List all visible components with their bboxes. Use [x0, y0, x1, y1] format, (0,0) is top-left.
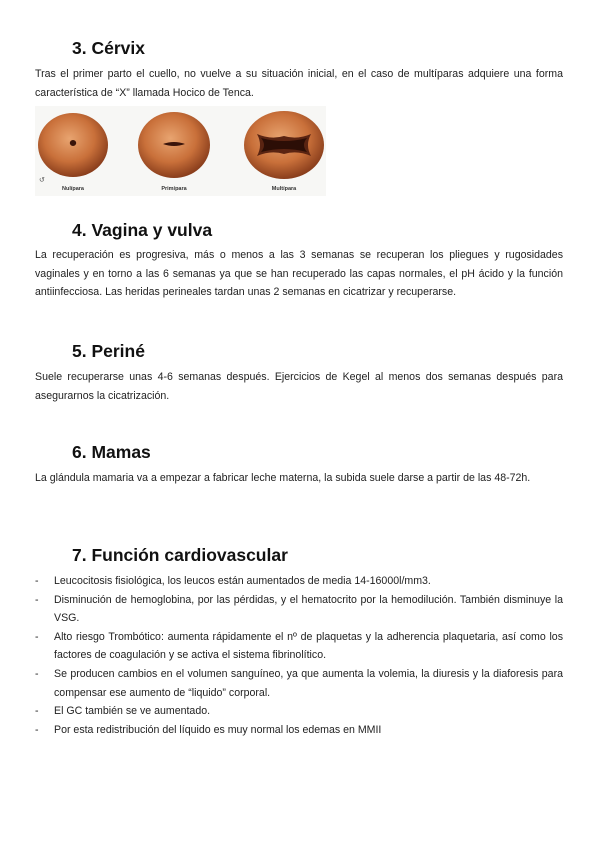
cervix-illustration: [35, 106, 326, 196]
bullet-marker: -: [35, 630, 39, 643]
list-item: - Se producen cambios en el volumen sanguíneo, ya que aumenta la volemia, la diuresis y la diaforesis para compensar ese aumento de “liquido” corporal.: [35, 665, 563, 702]
caption-multipara: Multípara: [271, 186, 297, 192]
heading-cervix: 3. Cérvix: [72, 38, 145, 58]
heading-mamas: 6. Mamas: [72, 442, 151, 462]
paragraph-cervix: Tras el primer parto el cuello, no vuelve a su situación inicial, en el caso de multíparas adquiere una forma característica de “X” llamada Hocico de Tenca.: [35, 68, 563, 99]
paragraph-mamas: La glándula mamaria va a empezar a fabricar leche materna, la subida suele darse a partir de las 48-72h.: [35, 472, 531, 484]
bullet-marker: -: [35, 667, 39, 680]
cervix-figure: [35, 106, 326, 196]
cardiovascular-list: [35, 572, 563, 739]
caption-primipara: Primípara: [161, 186, 187, 192]
heading-perine: 5. Periné: [72, 341, 145, 361]
list-item: - Disminución de hemoglobina, por las pérdidas, y el hematocrito por la hemodilución. También disminuye la VSG.: [35, 591, 563, 628]
heading-funcion-cardiovascular: 7. Función cardiovascular: [72, 545, 288, 565]
paragraph-perine: Suele recuperarse unas 4-6 semanas después. Ejercicios de Kegel al menos dos semanas después para asegurarnos la cicatrización.: [35, 371, 563, 402]
list-item: - Leucocitosis fisiológica, los leucos están aumentados de media 14-16000l/mm3.: [35, 572, 563, 591]
bullet-marker: -: [35, 723, 39, 736]
list-item: - Alto riesgo Trombótico: aumenta rápidamente el nº de plaquetas y la adherencia plaquetaria, así como los factores de coagulación y se activa el sistema fibrinolítico.: [35, 628, 563, 665]
paragraph-vagina-vulva: La recuperación es progresiva, más o menos a las 3 semanas se recuperan los pliegues y rugosidades vaginales y en torno a las 6 semanas ya que se han recuperado las capas normales, el pH ácido y la función antiinfecciosa. Las heridas perineales tardan unas 2 semanas en cicatrizar y recuperarse.: [35, 249, 563, 299]
list-item: - Por esta redistribución del líquido es muy normal los edemas en MMII: [35, 721, 563, 740]
bullet-marker: -: [35, 705, 39, 718]
caption-nullipara: Nulípara: [61, 186, 85, 192]
bullet-marker: -: [35, 575, 39, 587]
list-item: - El GC también se ve aumentado.: [35, 702, 563, 721]
heading-vagina-vulva: 4. Vagina y vulva: [72, 220, 213, 240]
bullet-marker: -: [35, 593, 39, 606]
corner-mark: ↺: [39, 177, 45, 184]
